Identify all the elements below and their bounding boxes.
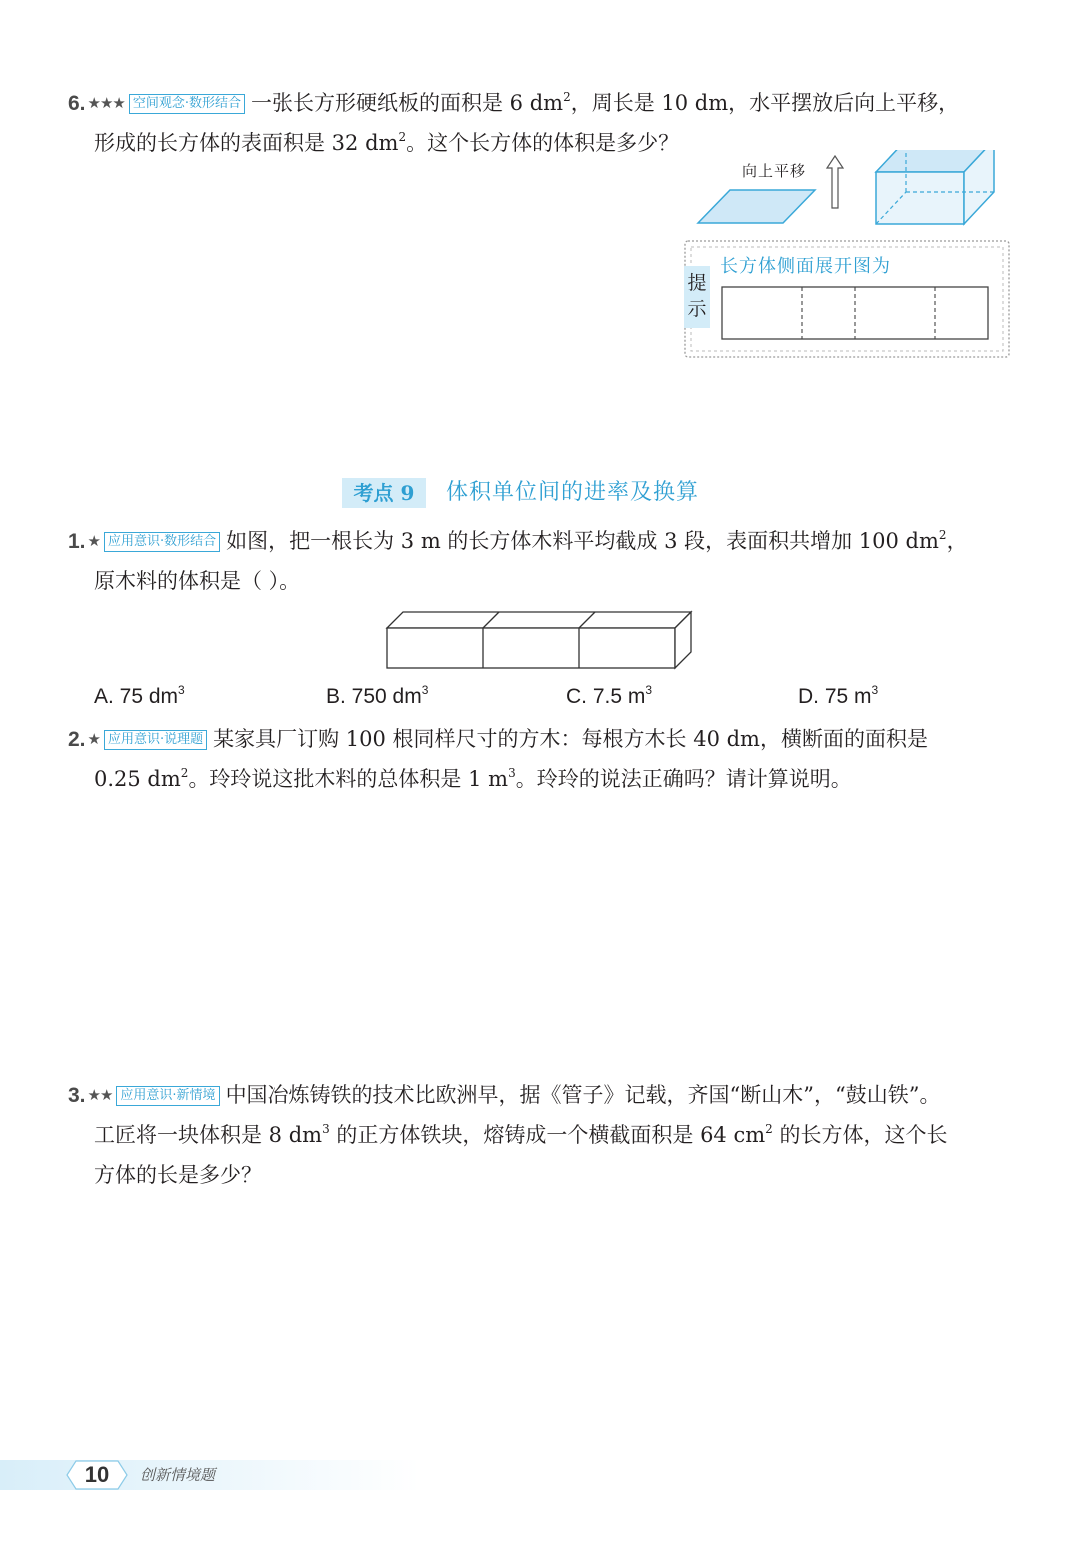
wood-top xyxy=(387,612,691,628)
q3-text-2a: 工匠将一块体积是 8 dm xyxy=(94,1123,323,1147)
q6-tag: 空间观念·数形结合 xyxy=(129,94,245,114)
option-d-sup: 3 xyxy=(871,683,879,697)
q1-sup: 2 xyxy=(938,528,947,542)
q6-text-1a: 一张长方形硬纸板的面积是 6 dm xyxy=(251,91,564,115)
q2-text-2c: 。玲玲的说法正确吗？请计算说明。 xyxy=(515,767,852,791)
q2-tag: 应用意识·说理题 xyxy=(104,730,207,750)
q3-number: 3. xyxy=(68,1084,86,1107)
q3-text-2b: 的正方体铁块，熔铸成一个横截面积是 64 cm xyxy=(329,1123,766,1147)
footer-title: 创新情境题 xyxy=(140,1466,216,1484)
q2-line2 xyxy=(94,764,852,794)
hint-tab-label: 提示 xyxy=(687,272,707,320)
q1-stars: ★ xyxy=(87,532,100,550)
q6-text-2b: 。这个长方体的体积是多少？ xyxy=(406,131,680,155)
option-b-sup: 3 xyxy=(421,683,429,697)
q3-text-1: 中国冶炼铸铁的技术比欧洲早，据《管子》记载，齐国“断山木”，“鼓山铁”。 xyxy=(225,1083,941,1107)
q3-tag: 应用意识·新情境 xyxy=(116,1086,219,1106)
option-a-sup: 3 xyxy=(178,683,185,697)
q3-stars: ★★ xyxy=(87,1086,113,1104)
up-arrow-icon xyxy=(827,156,843,208)
q1-text-1b: ， xyxy=(946,529,968,553)
q3-sup-3: 3 xyxy=(322,1122,330,1136)
option-c-sup: 3 xyxy=(645,683,653,697)
q2-sup-3: 3 xyxy=(508,766,516,780)
q2-text-2a: 0.25 dm xyxy=(94,767,181,791)
section-label: 考点 9 xyxy=(342,478,426,508)
q6-line2 xyxy=(94,128,679,158)
q1-line2: 原木料的体积是（ ）。 xyxy=(94,569,301,593)
q2-text-2b: 。玲玲说这批木料的总体积是 1 m xyxy=(188,767,509,791)
q6-figure xyxy=(690,150,1010,230)
q1-option-a xyxy=(94,682,185,712)
q3-line3: 方体的长是多少？ xyxy=(94,1163,262,1187)
q3-text-2c: 的长方体，这个长 xyxy=(772,1123,948,1147)
section-title: 体积单位间的进率及换算 xyxy=(446,480,700,505)
option-c-text: C. 7.5 m xyxy=(566,685,646,708)
q3-sup-2: 2 xyxy=(765,1122,773,1136)
q6-sup-2: 2 xyxy=(398,130,407,144)
q1-option-c xyxy=(566,682,652,712)
q6-sup: 2 xyxy=(563,90,571,104)
option-d-text: D. 75 m xyxy=(798,685,872,708)
q1-tag: 应用意识·数形结合 xyxy=(104,532,220,552)
hint-text: 长方体侧面展开图为 xyxy=(720,256,891,277)
q3-line1 xyxy=(68,1080,941,1111)
q2-line1 xyxy=(68,724,928,755)
q6-line1 xyxy=(68,88,959,119)
wood-front xyxy=(387,628,675,668)
box-front xyxy=(876,172,964,224)
q1-option-d xyxy=(798,682,878,712)
q3-line2 xyxy=(94,1120,947,1150)
cardboard-parallelogram xyxy=(698,190,815,223)
q2-text-1: 某家具厂订购 100 根同样尺寸的方木：每根方木长 40 dm，横断面的面积是 xyxy=(213,727,928,751)
q1-option-b xyxy=(326,682,428,712)
q1-number: 1. xyxy=(68,530,86,553)
move-up-label: 向上平移 xyxy=(742,162,807,180)
q1-wood-figure xyxy=(384,608,694,672)
q2-stars: ★ xyxy=(87,730,100,748)
q2-sup-2: 2 xyxy=(180,766,189,780)
option-b-text: B. 750 dm xyxy=(326,685,422,708)
q6-text-1b: ，周长是 10 dm，水平摆放后向上平移， xyxy=(570,91,960,115)
option-a-text: A. 75 dm xyxy=(94,685,179,708)
q6-stars: ★★★ xyxy=(87,94,125,112)
q1-text-1a: 如图，把一根长为 3 m 的长方体木料平均截成 3 段，表面积共增加 100 dm xyxy=(226,529,939,553)
q1-line1 xyxy=(68,526,968,557)
page-number: 10 xyxy=(84,1462,110,1487)
q2-number: 2. xyxy=(68,728,86,751)
q6-text-2a: 形成的长方体的表面积是 32 dm xyxy=(94,131,399,155)
q6-number: 6. xyxy=(68,92,86,115)
